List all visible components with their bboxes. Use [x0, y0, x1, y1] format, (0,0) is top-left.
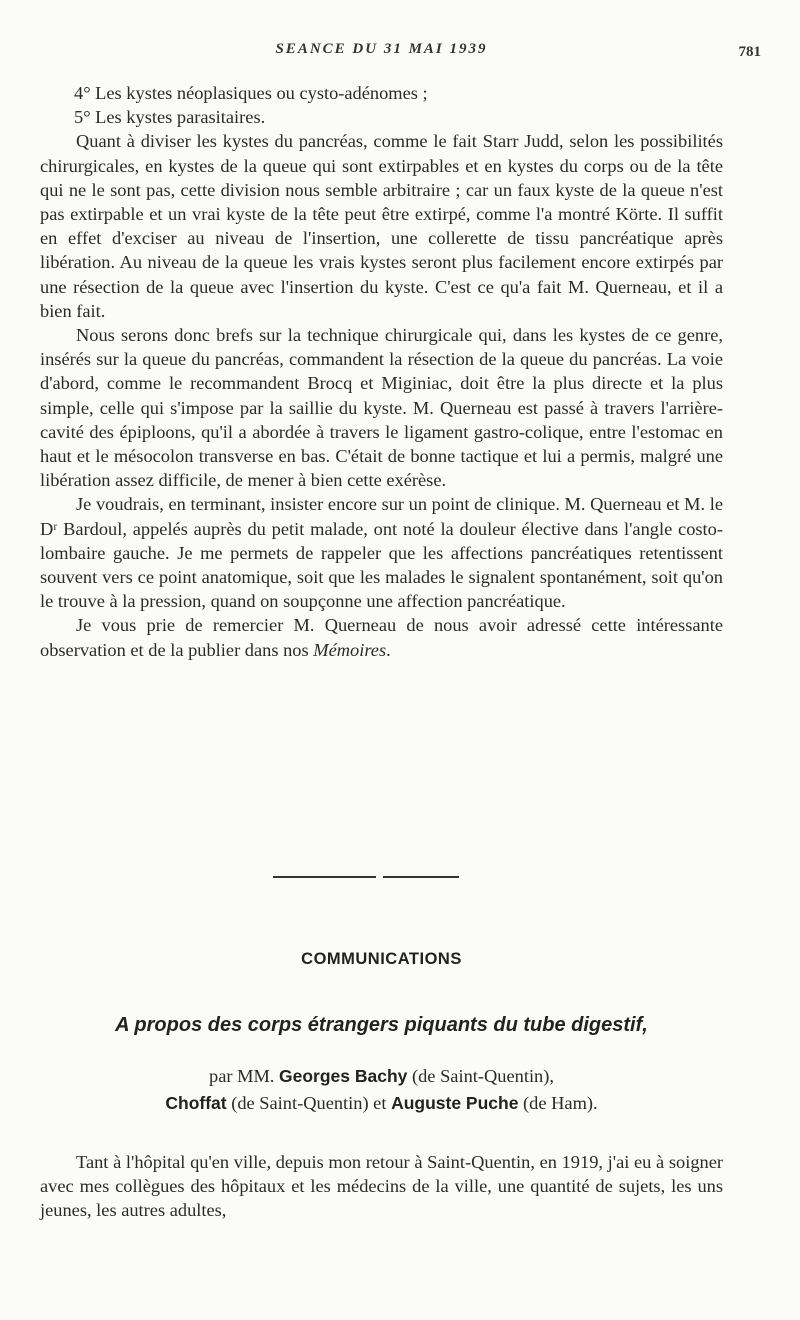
byline-line-1 [40, 1063, 723, 1090]
running-head: SEANCE DU 31 MAI 1939 [275, 41, 488, 57]
memoires-italic: Mémoires [313, 639, 387, 660]
paragraph-1: Quant à diviser les kystes du pancréas, comme le fait Starr Judd, selon les possibilités chirurgicales, en kystes de la queue qui sont extirpables et en kystes du corps ou de la tête qui ne le sont pas, cette division nous semble arbitraire ; car un faux kyste de la queue n'est pas extirpable et un vrai kyste de la tête peut être extirpé, comme l'a montré Körte. Il suffit en effet d'exciser au niveau de l'insertion, une collerette de tissu pancréatique après libération. Au niveau de la queue les vrais kystes seront plus facilement encore extirpés par une résection de la queue avec l'insertion du kyste. C'est ce qu'a fait M. Querneau, et il a bien fait. [40, 131, 723, 321]
paragraph-4-end: . [386, 639, 391, 660]
author-3-place: (de Ham). [518, 1093, 598, 1113]
byline [40, 1063, 723, 1117]
author-1: Georges Bachy [279, 1066, 408, 1086]
paragraph-4-text: Je vous prie de remercier M. Querneau de nous avoir adressé cette intéressante observation et de la publier dans nos [40, 615, 723, 660]
page [40, 0, 761, 1221]
author-2: Choffat [165, 1093, 227, 1113]
paragraph-2: Nous serons donc brefs sur la technique chirurgicale qui, dans les kystes de ce genre, insérés sur la queue du pancréas, commandent la résection de la queue du pancréas. La voie d'abord, comme le recommandent Brocq et Miginiac, doit être la plus directe et la plus simple, celle qui s'impose par la saillie du kyste. M. Querneau est passé à travers l'arrière-cavité des épiploons, qu'il a abordée à travers le ligament gastro-colique, entre l'estomac en haut et le mésocolon transverse en bas. C'était de bonne tactique et lui a permis, malgré une libération assez difficile, de mener à bien cette exérèse. [40, 325, 723, 491]
section-divider [273, 876, 473, 878]
list-item-5: 5° Les kystes parasitaires. [74, 107, 266, 128]
page-header [40, 0, 761, 70]
article-title: A propos des corps étrangers piquants du tube digestif, [115, 1014, 648, 1036]
body-text [40, 81, 723, 662]
divider-rule-left [273, 876, 376, 878]
author-1-place: (de Saint-Quentin), [407, 1066, 554, 1086]
author-2-place: (de Saint-Quentin) et [226, 1093, 392, 1113]
author-3: Auguste Puche [391, 1093, 519, 1113]
byline-line-2 [40, 1090, 723, 1117]
article-intro [40, 1150, 723, 1223]
paragraph-3: Je voudrais, en terminant, insister encore sur un point de clinique. M. Querneau et M. le Dʳ Bardoul, appelés auprès du petit malade, ont noté la douleur élective dans l'angle costo-lombaire gauche. Je me permets de rappeler que les affections pancréatiques retentissent souvent vers ce point anatomique, soit que les malades le signalent spontanément, soit qu'on le trouve à la pression, quand on soupçonne une affection pancréatique. [40, 494, 723, 612]
list-item-4: 4° Les kystes néoplasiques ou cysto-adénomes ; [74, 83, 428, 103]
page-number: 781 [738, 44, 761, 60]
section-title: COMMUNICATIONS [301, 950, 462, 968]
byline-prefix: par MM. [209, 1066, 279, 1086]
intro-paragraph: Tant à l'hôpital qu'en ville, depuis mon retour à Saint-Quentin, en 1919, j'ai eu à soigner avec mes collègues des hôpitaux et les médecins de la ville, une quantité de sujets, les uns jeunes, les autres adultes, [40, 1152, 723, 1221]
divider-rule-right [383, 876, 459, 878]
paragraph-4 [40, 613, 723, 661]
